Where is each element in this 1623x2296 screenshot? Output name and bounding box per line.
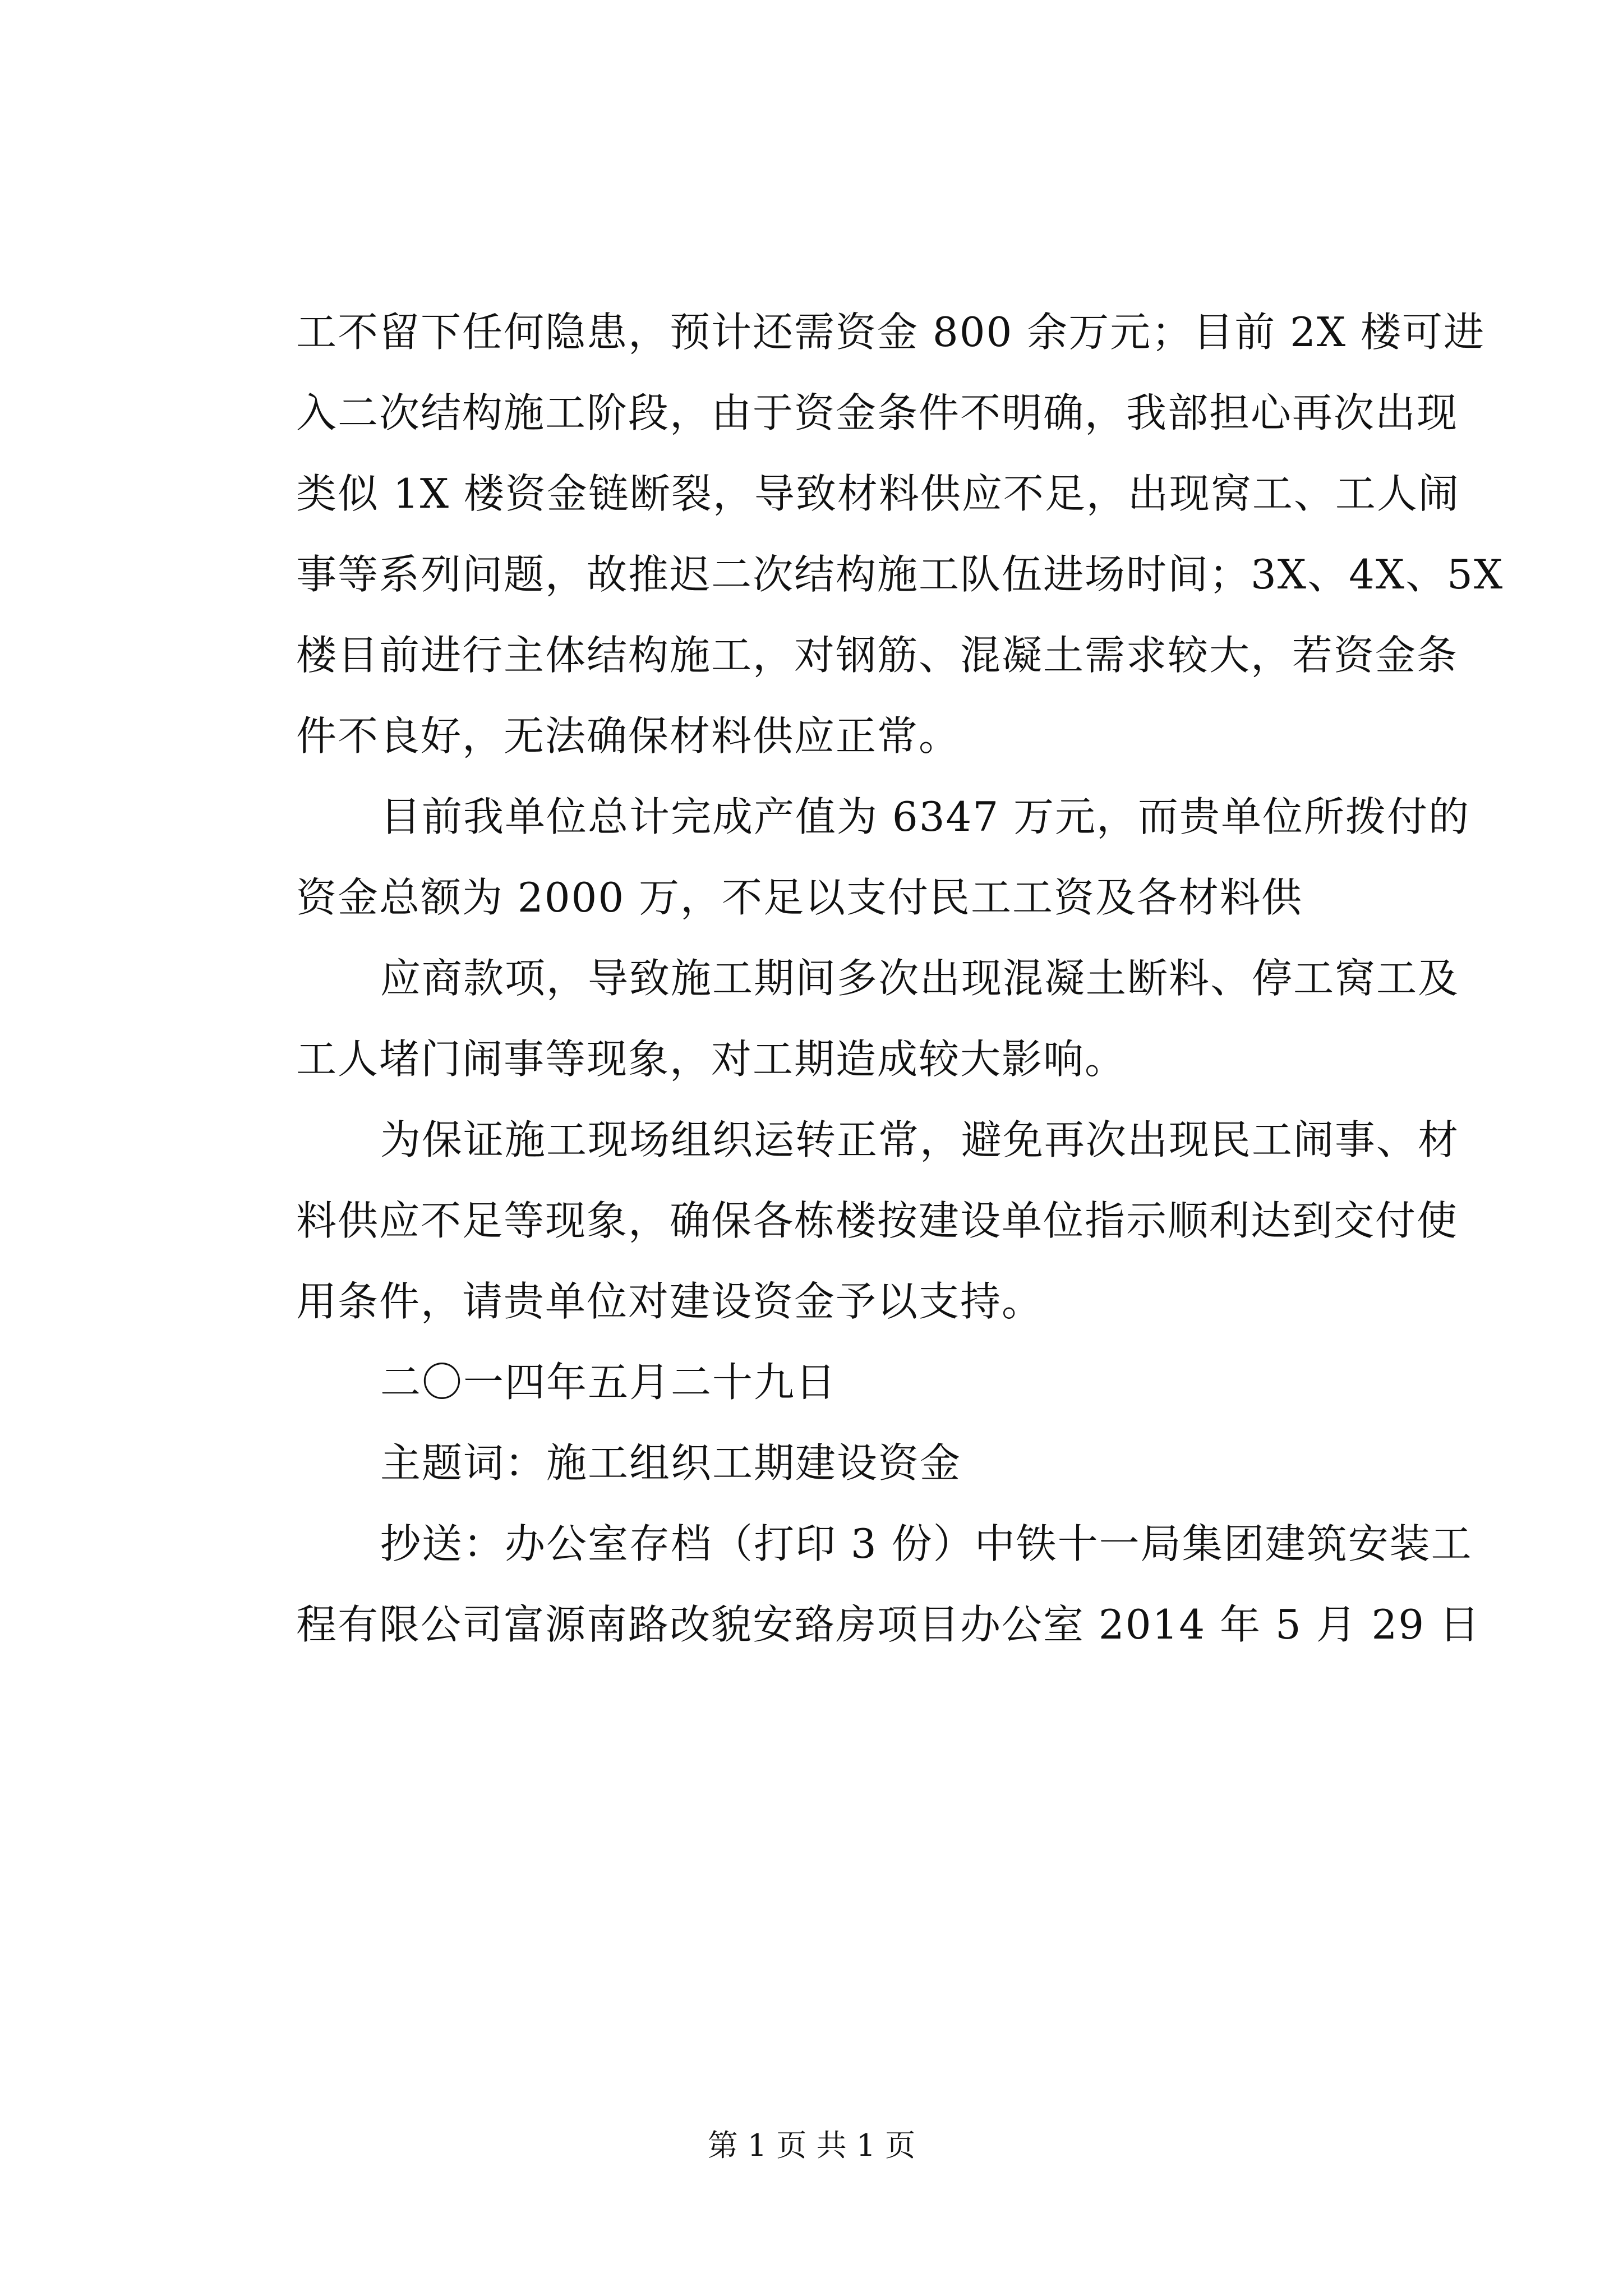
body-line: 工不留下任何隐患，预计还需资金 800 余万元；目前 2X 楼可进 xyxy=(296,309,1486,356)
paragraph-line: 目前我单位总计完成产值为 6347 万元，而贵单位所拨付的 xyxy=(380,793,1470,840)
body-line: 工人堵门闹事等现象，对工期造成较大影响。 xyxy=(296,1036,1127,1083)
date-line: 二〇一四年五月二十九日 xyxy=(380,1359,837,1406)
cc-line: 抄送：办公室存档（打印 3 份）中铁十一局集团建筑安装工 xyxy=(380,1520,1473,1567)
cc-line-continued: 程有限公司富源南路改貌安臵房项目办公室 2014 年 5 月 29 日 xyxy=(296,1601,1481,1648)
document-body xyxy=(296,292,1504,1665)
body-line: 楼目前进行主体结构施工，对钢筋、混凝土需求较大，若资金条 xyxy=(296,632,1459,679)
paragraph-line: 为保证施工现场组织运转正常，避免再次出现民工闹事、材 xyxy=(380,1116,1460,1163)
body-line: 件不良好，无法确保材料供应正常。 xyxy=(296,712,961,760)
body-line: 资金总额为 2000 万，不足以支付民工工资及各材料供 xyxy=(296,874,1303,921)
body-line: 事等系列问题，故推迟二次结构施工队伍进场时间；3X、4X、5X xyxy=(296,551,1504,598)
page-number-footer: 第 1 页 共 1 页 xyxy=(707,2128,916,2163)
body-line: 类似 1X 楼资金链断裂，导致材料供应不足，出现窝工、工人闹 xyxy=(296,470,1460,517)
subject-keywords: 主题词：施工组织工期建设资金 xyxy=(380,1439,962,1487)
body-line: 入二次结构施工阶段，由于资金条件不明确，我部担心再次出现 xyxy=(296,389,1459,436)
body-line: 用条件，请贵单位对建设资金予以支持。 xyxy=(296,1278,1044,1325)
body-line: 料供应不足等现象，确保各栋楼按建设单位指示顺利达到交付使 xyxy=(296,1197,1459,1244)
paragraph-line: 应商款项，导致施工期间多次出现混凝土断料、停工窝工及 xyxy=(380,955,1460,1002)
